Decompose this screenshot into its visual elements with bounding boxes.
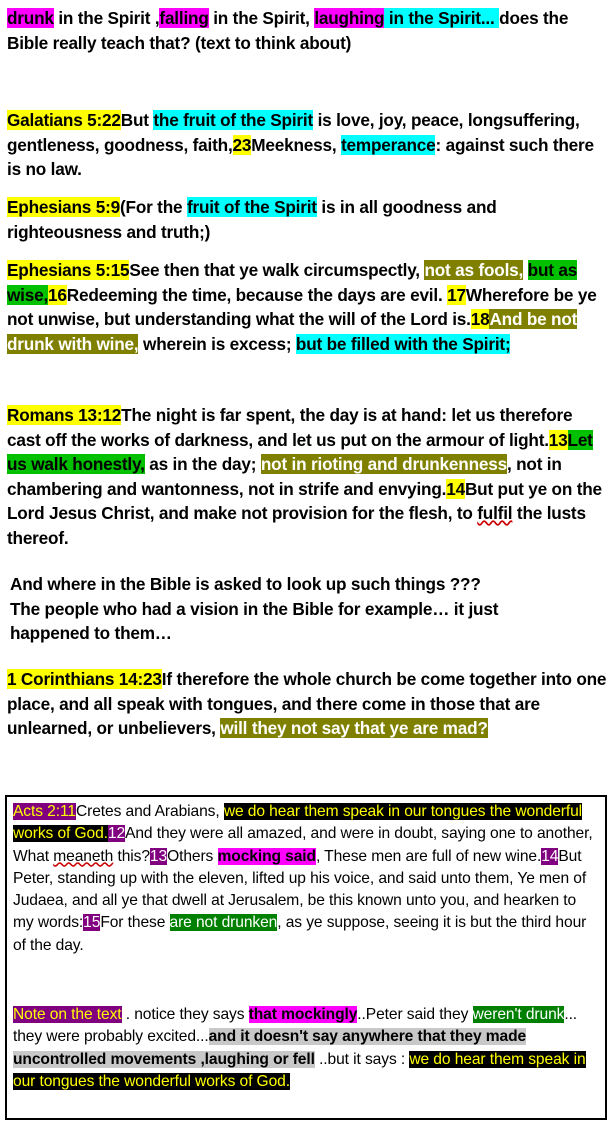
verse-text: The night is far spent, the day is at hand: let us therefore cast off the works of darkness, and let us put on the armour of light.: [7, 405, 573, 450]
verse-number: 14: [541, 847, 559, 865]
verse-text: See then that ye walk circumspectly,: [129, 260, 425, 280]
verse-romans: [7, 403, 602, 550]
note-text: . notice they says: [121, 1006, 249, 1023]
spelling-underlined-word: fulfil: [477, 503, 513, 523]
spelling-underlined-word: meaneth: [53, 847, 114, 865]
verse-number: 23: [232, 134, 252, 155]
verse-text: this?: [113, 847, 150, 865]
verse-number: 16: [48, 284, 67, 305]
verse-text: But put ye on the Lord Jesus Christ, and make not provision for the flesh, to: [7, 478, 602, 523]
verse-ephesians-5-15: [7, 258, 607, 356]
highlight: not in rioting and drunkenness: [260, 454, 507, 474]
verse-reference: Romans 13:12: [7, 405, 122, 425]
highlight: temperance: [340, 134, 436, 155]
highlight: Let us walk honestly,: [7, 429, 593, 474]
highlight: and it doesn't say anywhere that they made uncontrolled movements ,laughing or fell: [13, 1028, 527, 1068]
page-heading: [7, 6, 605, 55]
verse-text: Others: [167, 847, 218, 865]
verse-number: 13: [149, 847, 168, 865]
verse-text: Meekness,: [251, 134, 341, 155]
verse-text: , These men are full of new wine.: [315, 847, 542, 865]
highlight: weren't drunk: [472, 1006, 565, 1023]
verse-text: (For the: [120, 197, 187, 217]
verse-text: is in all goodness and righteousness and truth;): [7, 197, 497, 242]
highlight: And be not drunk with wine,: [7, 309, 578, 354]
heading-falling: falling: [159, 8, 209, 28]
heading-laughing: laughing: [314, 8, 385, 28]
verse-acts: [13, 801, 597, 957]
verse-number: 15: [83, 914, 101, 932]
question-paragraph: [10, 572, 580, 646]
highlight: will they not say that ye are mad?: [220, 718, 488, 738]
heading-drunk: drunk: [7, 8, 54, 28]
verse-number: 18: [470, 309, 490, 329]
heading-text: in the Spirit ,: [53, 8, 160, 28]
heading-text-highlight: in the Spirit...: [384, 8, 500, 28]
note-label: Note on the text: [13, 1006, 122, 1023]
highlight: but as wise,: [7, 260, 578, 305]
verse-text: , as ye suppose, seeing it is but the third hour of the day.: [13, 914, 587, 954]
highlight: fruit of the Spirit: [186, 197, 317, 217]
verse-reference: Acts 2:11: [13, 803, 76, 820]
heading-text: in the Spirit,: [208, 8, 315, 28]
verse-number: 12: [107, 825, 126, 843]
verse-number: 13: [548, 429, 568, 450]
verse-text: is love, joy, peace, longsuffering, gentleness, goodness, faith,: [7, 110, 580, 155]
verse-text: , not in chambering and wantonness, not in strife and envying.: [7, 454, 562, 499]
verse-reference: 1 Corinthians 14:23: [7, 669, 162, 689]
note-on-text: [13, 1004, 597, 1093]
verse-1-corinthians: [7, 667, 607, 741]
verse-text: Wherefore be ye not unwise, but understanding what the will of the Lord is.: [7, 284, 597, 329]
verse-text: But Peter, standing up with the eleven, lifted up his voice, and said unto them, Ye men of Judaea, and all ye that dwell at Jerusalem, be this known unto you, and hearken to my words:: [13, 847, 587, 932]
highlight: but be filled with the Spirit;: [295, 333, 511, 354]
heading-question: does the Bible really teach that? (text to think about): [7, 8, 569, 53]
highlight: are not drunken: [169, 914, 278, 932]
highlight: the fruit of the Spirit: [153, 110, 314, 130]
question-line-1: And where in the Bible is asked to look up such things ???: [10, 574, 481, 594]
highlight: not as fools,: [424, 260, 524, 280]
question-line-2: The people who had a vision in the Bible for example… it just happened to them…: [10, 598, 499, 643]
verse-text: as in the day;: [144, 454, 261, 474]
highlight: that mockingly: [248, 1006, 358, 1023]
verse-text: For these: [100, 914, 170, 932]
highlight: we do hear them speak in our tongues the wonderful works of God.: [13, 803, 583, 843]
verse-text: [523, 260, 528, 280]
verse-text: : against such there is no law.: [7, 134, 594, 179]
acts-note-box: [5, 795, 607, 1120]
verse-ephesians-5-9: [7, 195, 607, 244]
verse-text: wherein is excess;: [138, 333, 296, 354]
highlight: mocking said: [217, 847, 316, 865]
verse-number: 14: [446, 478, 465, 499]
highlight: we do hear them speak in our tongues the wonderful works of God.: [13, 1050, 586, 1090]
note-text: ... they were probably excited...: [13, 1006, 578, 1046]
verse-reference: Galatians 5:22: [7, 110, 121, 130]
verse-text: And they were all amazed, and were in doubt, saying one to another, What: [13, 825, 593, 865]
verse-reference: Ephesians 5:9: [7, 197, 120, 217]
verse-number: 17: [447, 284, 466, 305]
verse-text: the lusts thereof.: [7, 503, 586, 548]
verse-text: Cretes and Arabians,: [75, 803, 224, 820]
verse-reference: Ephesians 5:15: [7, 260, 130, 280]
note-text: ..Peter said they: [357, 1006, 473, 1023]
note-text: ..but it says :: [314, 1050, 410, 1068]
verse-text: Redeeming the time, because the days are evil.: [66, 284, 448, 305]
verse-text: But: [120, 110, 154, 130]
verse-text: If therefore the whole church be come together into one place, and all speak with tongues, and there come in those that are unlearned, or unbelievers,: [7, 669, 607, 738]
verse-galatians: [7, 108, 607, 182]
